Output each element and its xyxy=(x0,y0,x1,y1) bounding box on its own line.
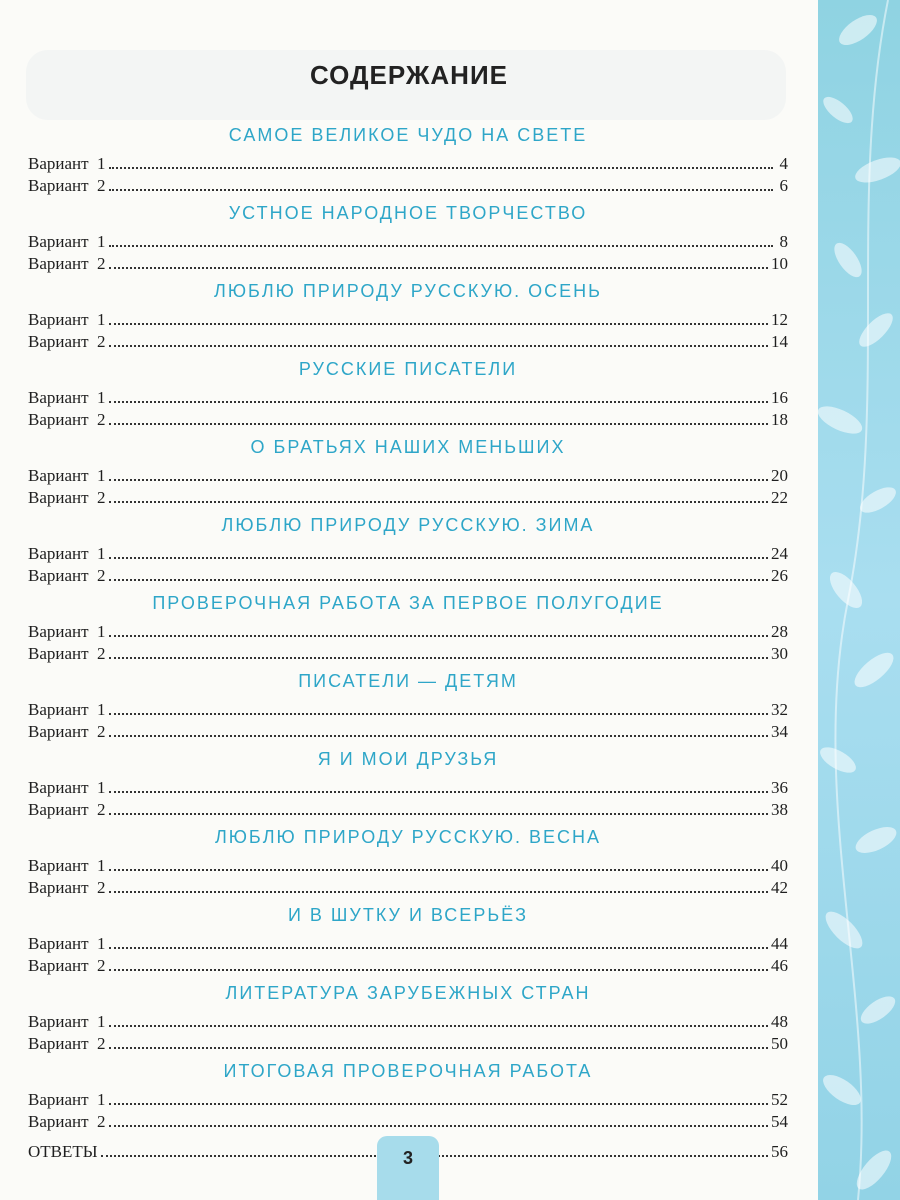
dot-leader xyxy=(109,932,768,949)
entry-page-number: 40 xyxy=(771,856,788,875)
dot-leader xyxy=(109,564,768,581)
dot-leader xyxy=(109,152,773,169)
section-heading: САМОЕ ВЕЛИКОЕ ЧУДО НА СВЕТЕ xyxy=(228,125,588,145)
entry-page-number: 22 xyxy=(771,488,788,507)
toc-entry[interactable] xyxy=(28,1088,788,1110)
dot-leader xyxy=(109,542,768,559)
toc-entry[interactable] xyxy=(28,386,788,408)
entry-label: Вариант 2 xyxy=(28,722,106,741)
toc-entry[interactable] xyxy=(28,564,788,586)
section-heading: ЛЮБЛЮ ПРИРОДУ РУССКУЮ. ВЕСНА xyxy=(214,827,602,847)
dot-leader xyxy=(109,642,768,659)
entry-page-number: 4 xyxy=(779,154,788,173)
entry-label: Вариант 2 xyxy=(28,410,106,429)
entry-page-number: 38 xyxy=(771,800,788,819)
toc-entry[interactable] xyxy=(28,698,788,720)
section-heading: ПИСАТЕЛИ — ДЕТЯМ xyxy=(298,671,518,691)
dot-leader xyxy=(109,330,768,347)
page-number-tab xyxy=(377,1136,439,1200)
entry-label: Вариант 1 xyxy=(28,1012,106,1031)
entry-label: Вариант 1 xyxy=(28,1090,106,1109)
entry-label: Вариант 2 xyxy=(28,176,106,195)
toc-entry[interactable] xyxy=(28,230,788,252)
decorative-leaf-panel xyxy=(818,0,900,1200)
entry-label: Вариант 1 xyxy=(28,154,106,173)
entry-label: Вариант 1 xyxy=(28,778,106,797)
dot-leader xyxy=(109,308,768,325)
entry-page-number: 50 xyxy=(771,1034,788,1053)
dot-leader xyxy=(109,620,768,637)
dot-leader xyxy=(109,776,768,793)
toc-entry[interactable] xyxy=(28,174,788,196)
dot-leader xyxy=(109,876,768,893)
entry-page-number: 8 xyxy=(779,232,788,251)
toc-entry[interactable] xyxy=(28,152,788,174)
entry-page-number: 46 xyxy=(771,956,788,975)
section-heading: ИТОГОВАЯ ПРОВЕРОЧНАЯ РАБОТА xyxy=(223,1061,593,1081)
dot-leader xyxy=(109,1088,768,1105)
page-title: СОДЕРЖАНИЕ xyxy=(310,60,508,90)
entry-page-number: 48 xyxy=(771,1012,788,1031)
dot-leader xyxy=(109,954,768,971)
toc-entry[interactable] xyxy=(28,464,788,486)
entry-page-number: 18 xyxy=(771,410,788,429)
toc-entry[interactable] xyxy=(28,876,788,898)
entry-label: Вариант 2 xyxy=(28,488,106,507)
entry-label: Вариант 1 xyxy=(28,934,106,953)
toc-entry[interactable] xyxy=(28,798,788,820)
section-heading: ЛЮБЛЮ ПРИРОДУ РУССКУЮ. ОСЕНЬ xyxy=(214,281,602,301)
entry-label: Вариант 1 xyxy=(28,856,106,875)
toc-entry[interactable] xyxy=(28,776,788,798)
entry-page-number: 32 xyxy=(771,700,788,719)
section-heading: О БРАТЬЯХ НАШИХ МЕНЬШИХ xyxy=(250,437,566,457)
entry-page-number: 12 xyxy=(771,310,788,329)
page-number: 3 xyxy=(402,1148,413,1168)
section-heading: ЛИТЕРАТУРА ЗАРУБЕЖНЫХ СТРАН xyxy=(225,983,591,1003)
toc-entry[interactable] xyxy=(28,932,788,954)
entry-label: Вариант 2 xyxy=(28,956,106,975)
entry-label: Вариант 2 xyxy=(28,644,106,663)
toc-entry[interactable] xyxy=(28,854,788,876)
entry-page-number: 16 xyxy=(771,388,788,407)
section-heading: ЛЮБЛЮ ПРИРОДУ РУССКУЮ. ЗИМА xyxy=(221,515,595,535)
entry-page-number: 20 xyxy=(771,466,788,485)
entry-label: Вариант 1 xyxy=(28,700,106,719)
entry-page-number: 36 xyxy=(771,778,788,797)
table-of-contents xyxy=(28,118,788,1162)
section-heading: ПРОВЕРОЧНАЯ РАБОТА ЗА ПЕРВОЕ ПОЛУГОДИЕ xyxy=(152,593,664,613)
section-heading: РУССКИЕ ПИСАТЕЛИ xyxy=(298,359,518,379)
dot-leader xyxy=(109,386,768,403)
entry-label: Вариант 1 xyxy=(28,544,106,563)
entry-page-number: 24 xyxy=(771,544,788,563)
dot-leader xyxy=(109,854,768,871)
dot-leader xyxy=(109,230,773,247)
entry-label: Вариант 1 xyxy=(28,622,106,641)
entry-page-number: 26 xyxy=(771,566,788,585)
entry-label: Вариант 2 xyxy=(28,800,106,819)
toc-entry[interactable] xyxy=(28,954,788,976)
entry-label: Вариант 2 xyxy=(28,254,106,273)
toc-entry[interactable] xyxy=(28,408,788,430)
answers-page-number: 56 xyxy=(771,1142,788,1161)
entry-label: Вариант 2 xyxy=(28,1112,106,1131)
toc-entry[interactable] xyxy=(28,252,788,274)
entry-label: Вариант 1 xyxy=(28,232,106,251)
toc-entry[interactable] xyxy=(28,542,788,564)
entry-page-number: 54 xyxy=(771,1112,788,1131)
entry-label: Вариант 2 xyxy=(28,1034,106,1053)
entry-label: Вариант 1 xyxy=(28,466,106,485)
entry-label: Вариант 1 xyxy=(28,310,106,329)
entry-page-number: 10 xyxy=(771,254,788,273)
entry-page-number: 34 xyxy=(771,722,788,741)
entry-page-number: 44 xyxy=(771,934,788,953)
dot-leader xyxy=(109,1032,768,1049)
section-heading: Я И МОИ ДРУЗЬЯ xyxy=(317,749,499,769)
entry-page-number: 30 xyxy=(771,644,788,663)
dot-leader xyxy=(109,698,768,715)
toc-entry[interactable] xyxy=(28,642,788,664)
toc-entry[interactable] xyxy=(28,1110,788,1132)
section-heading: УСТНОЕ НАРОДНОЕ ТВОРЧЕСТВО xyxy=(228,203,588,223)
answers-label: ОТВЕТЫ xyxy=(28,1142,98,1161)
entry-label: Вариант 2 xyxy=(28,332,106,351)
dot-leader xyxy=(109,798,768,815)
toc-entry[interactable] xyxy=(28,308,788,330)
entry-page-number: 42 xyxy=(771,878,788,897)
toc-entry[interactable] xyxy=(28,486,788,508)
entry-label: Вариант 2 xyxy=(28,878,106,897)
toc-entry[interactable] xyxy=(28,620,788,642)
dot-leader xyxy=(109,486,768,503)
toc-entry[interactable] xyxy=(28,1010,788,1032)
toc-entry[interactable] xyxy=(28,1032,788,1054)
dot-leader xyxy=(109,464,768,481)
entry-page-number: 14 xyxy=(771,332,788,351)
entry-page-number: 28 xyxy=(771,622,788,641)
leaves-illustration xyxy=(818,0,900,1200)
entry-label: Вариант 1 xyxy=(28,388,106,407)
toc-entry[interactable] xyxy=(28,330,788,352)
entry-page-number: 52 xyxy=(771,1090,788,1109)
entry-label: Вариант 2 xyxy=(28,566,106,585)
dot-leader xyxy=(109,408,768,425)
dot-leader xyxy=(109,174,773,191)
dot-leader xyxy=(109,1110,768,1127)
section-heading: И В ШУТКУ И ВСЕРЬЁЗ xyxy=(287,905,529,925)
dot-leader xyxy=(109,720,768,737)
toc-entry[interactable] xyxy=(28,720,788,742)
dot-leader xyxy=(109,1010,768,1027)
dot-leader xyxy=(109,252,768,269)
entry-page-number: 6 xyxy=(779,176,788,195)
